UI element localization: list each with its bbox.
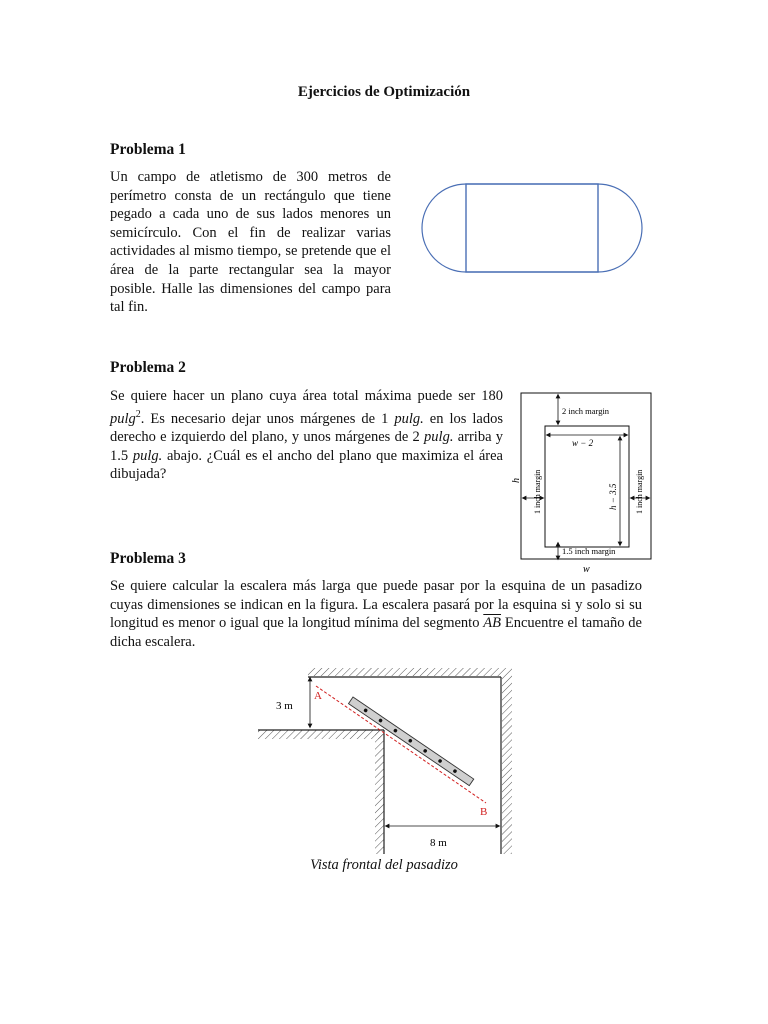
segment-ab: $\overline{AB}$ bbox=[483, 615, 502, 632]
problem-3-text: Se quiere calcular la escalera más larga que puede pasar por la esquina de un pasadizo cuyas dimensiones se indican en la figura. La escalera pasará por la esquina si y solo si su longitud es menor o igual que la longitud mínima del segmento $\overline{AB}$ Encuentre el tamaño de dicha escalera. bbox=[110, 578, 642, 650]
point-a-label: A bbox=[314, 690, 322, 702]
right-margin-label: 1 inch margin bbox=[635, 469, 644, 514]
track-outline bbox=[422, 184, 642, 272]
outer-w-label: w bbox=[583, 564, 590, 575]
bottom-margin-label: 1.5 inch margin bbox=[562, 546, 616, 556]
segment-ab-line bbox=[316, 686, 486, 803]
outer-h-label: h bbox=[511, 478, 522, 483]
ladder bbox=[349, 697, 474, 786]
left-margin-label: 1 inch margin bbox=[533, 469, 542, 514]
track-field-figure bbox=[410, 178, 662, 278]
track-rectangle bbox=[466, 184, 598, 272]
inner-width-label: w − 2 bbox=[572, 438, 594, 448]
page-title: Ejercicios de Optimización bbox=[297, 84, 471, 100]
top-margin-label: 2 inch margin bbox=[562, 406, 610, 416]
dim-3m-label: 3 m bbox=[276, 700, 293, 712]
corridor-figure bbox=[258, 668, 520, 854]
problem-2-text: Se quiere hacer un plano cuya área total máxima puede ser 180 pulg$^2$. Es necesario dejar unos márgenes de 1 pulg. en los lados derecho e izquierdo del plano, y unos márgenes de 2 pulg. arriba y 1.5 pulg. abajo. ¿Cuál es el ancho del plano que maximiza el área dibujada? bbox=[110, 388, 504, 483]
problem-3-heading: Problema 3 bbox=[110, 550, 186, 567]
dim-8m-label: 8 m bbox=[430, 837, 447, 849]
poster-margins-figure bbox=[510, 388, 660, 578]
problem-1-text: Un campo de atletismo de 300 metros de perímetro consta de un rectángulo que tiene pegado a cada uno de sus lados menores un semicírculo. Con el fin de realizar varias actividades al mismo tiempo, se pretende que el área de la parte rectangular sea la mayor posible. Halle las dimensiones del campo para tal fin. bbox=[110, 169, 391, 316]
problem-1-heading: Problema 1 bbox=[110, 141, 186, 158]
figure-caption: Vista frontal del pasadizo bbox=[310, 857, 458, 873]
inner-height-label: h − 3.5 bbox=[608, 483, 618, 510]
point-b-label: B bbox=[480, 806, 488, 818]
problem-2-heading: Problema 2 bbox=[110, 359, 186, 376]
